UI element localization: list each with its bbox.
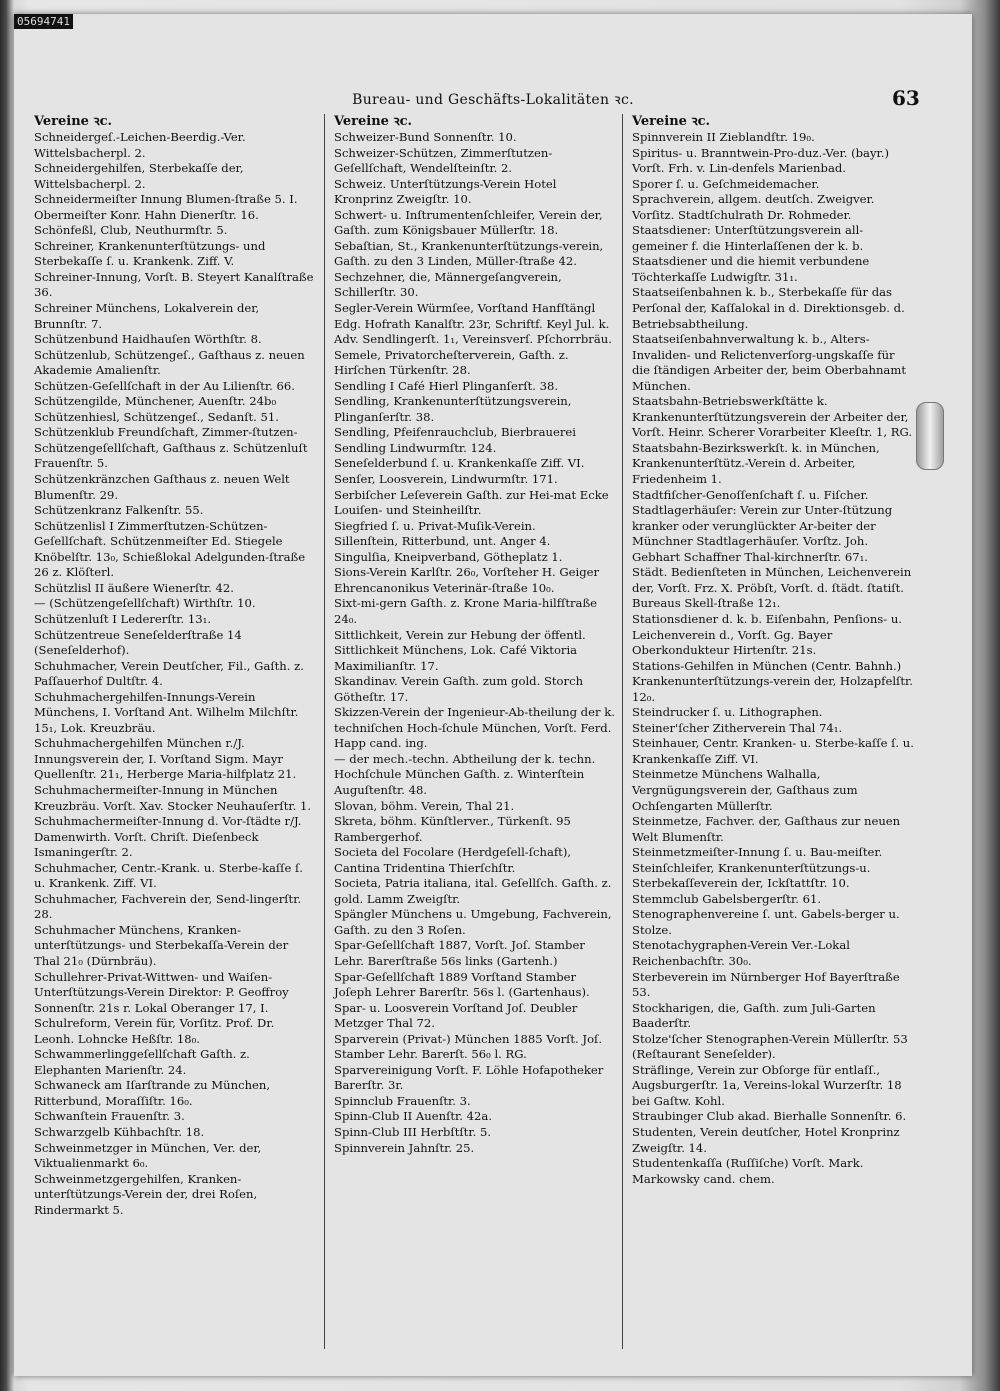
directory-entry: Steiner'ſcher Zitherverein Thal 74₁. [632,720,843,735]
directory-entry: Schützenkränzchen Gaſthaus z. neuen Welt Blumenſtr. 29. [34,472,290,502]
directory-entry: Sixt-mi-gern Gaſth. z. Krone Maria-hilfſtraße 24₀. [334,596,598,626]
running-title: Bureau- und Geschäfts-Lokalitäten ꝛc. [352,92,634,108]
directory-entry: Schwammerlinggeſellſchaft Gaſth. z. Elephanten Marienſtr. 24. [34,1047,250,1077]
directory-entry: Sparverein (Privat-) München 1885 Vorſt. Joſ. Stamber Lehr. Barerſt. 56₀ l. RG. [334,1031,603,1062]
directory-entry: Schützengilde, Münchener, Auenſtr. 24b₀ [34,394,277,409]
directory-entry: Schweizer-Bund Sonnenſtr. 10. [334,130,517,144]
directory-entry: Stationsdiener d. k. b. Eiſenbahn, Penſions- u. Leichenverein d., Vorſt. Gg. Bayer Oberkondukteur Hirtenſtr. 21s. [632,611,902,658]
directory-entry: Staatsbahn-Betriebswerkſtätte k. Krankenunterſtützungsverein der Arbeiter der, Vorſt. Heinr. Scherer Vorarbeiter Kleeſtr. 1, RG. [632,394,913,440]
directory-entry: Spinn-Club III Herbſtſtr. 5. [334,1125,492,1139]
directory-entry: Stemmclub Gabelsbergerſtr. 61. [632,891,822,906]
directory-entry: Schützenbund Haidhauſen Wörthſtr. 8. [34,332,262,347]
directory-entry: Schützen-Geſellſchaft in der Au Lilienſtr. 66. [34,378,295,393]
directory-entry: Spiritus- u. Branntwein-Pro-duz.-Ver. (bayr.) Vorſt. Frh. v. Lin-denfels Marienbad. [632,145,889,176]
directory-entry: Schweinmetzgergehilfen, Kranken-unterſtützungs-Verein der, drei Roſen, Rindermarkt 5. [34,1171,258,1217]
directory-entry: Skizzen-Verein der Ingenieur-Ab-theilung der k. techniſchen Hoch-ſchule München, Vorſt. Ferd. Happ cand. ing. [334,705,615,751]
directory-entry: Steinſchleifer, Krankenunterſtützungs-u. Sterbekaſſeverein der, Ickſtattſtr. 10. [632,860,871,891]
directory-entry: Sechzehner, die, Männergeſangverein, Schillerſtr. 30. [334,269,562,300]
directory-entry: Sions-Verein Karlſtr. 26₀, Vorſteher H. Geiger Ehrencanonikus Veterinär-ſtraße 10₀. [334,565,600,595]
directory-entry: Semele, Privatorcheſterverein, Gaſth. z. Hirſchen Türkenſtr. 28. [334,347,569,378]
directory-entry: Stenotachygraphen-Verein Ver.-Lokal Reichenbachſtr. 30₀. [632,938,850,968]
directory-entry: Steinmetze, Fachver. der, Gaſthaus zur neuen Welt Blumenſtr. [632,814,901,844]
page-number: 63 [892,86,920,110]
directory-entry: Schwaneck am Iſarſtrande zu München, Ritterbund, Moraſſiſtr. 16₀. [34,1078,271,1108]
directory-entry: Seneſelderbund ſ. u. Krankenkaſſe Ziff. VI. [334,456,585,471]
directory-entry: Stockharigen, die, Gaſth. zum Juli-Garten Baaderſtr. [632,1000,876,1031]
directory-entry: Sendling I Café Hierl Plinganſerſt. 38. [334,378,559,393]
directory-entry: Spängler Münchens u. Umgebung, Fachverein, Gaſth. zu den 3 Roſen. [334,907,612,937]
directory-entry: Schweizer-Schützen, Zimmerſtutzen-Geſellſchaft, Wendelſteinſtr. 2. [334,145,553,176]
book-page [14,14,972,1376]
directory-entry: Skreta, böhm. Künſtlerver., Türkenſt. 95 Rambergerhof. [334,814,571,844]
directory-entry: Stadtfiſcher-Genoſſenſchaft ſ. u. Fiſcher. [632,487,869,502]
directory-entry: Schuhmacher, Verein Deutſcher, Fil., Gaſth. z. Paſſauerhof Dultſtr. 4. [34,658,304,689]
directory-entry: Schuhmachermeiſter-Innung in München Kreuzbräu. Vorſt. Xav. Stocker Neuhauſerſtr. 1. [34,782,312,813]
directory-entry: — (Schützengeſellſchaft) Wirthſtr. 10. [34,596,256,611]
column-rule [622,114,623,1349]
directory-entry: Schützentreue Seneſelderſtraße 14 (Seneſelderhof). [34,627,242,658]
column-2 [334,114,616,1156]
column-heading: Vereine ꝛc. [632,114,711,129]
directory-entry: Sebaſtian, St., Krankenunterſtützungs-verein, Gaſth. zu den 3 Linden, Müller-ſtraße 42. [334,238,604,269]
directory-entry: Steinmetzmeiſter-Innung ſ. u. Bau-meiſter. [632,845,883,860]
directory-entry: Sillenſtein, Ritterbund, unt. Anger 4. [334,534,551,549]
directory-entry: Schützenkranz Falkenſtr. 55. [34,503,204,518]
directory-entry: Stolze'ſcher Stenographen-Verein Müllerſtr. 53 (Reſtaurant Seneſelder). [632,1031,908,1062]
directory-entry: Staatsbahn-Bezirkswerkſt. k. in München, Krankenunterſtütz.-Verein d. Arbeiter, Friedenheim 1. [632,440,880,487]
directory-entry: Schuhmacher, Centr.-Krank. u. Sterbe-kaſſe ſ. u. Krankenk. Ziff. VI. [34,860,303,891]
column-rule [324,114,325,1349]
directory-entry: Schützenluſt I Ledererſtr. 13₁. [34,611,212,626]
directory-entry: Societa, Patria italiana, ital. Geſellſch. Gaſth. z. gold. Lamm Zweigſtr. [334,876,612,906]
directory-entry: Schweiz. Unterſtützungs-Verein Hotel Kronprinz Zweigſtr. 10. [334,176,557,207]
directory-entry: Schützenhiesl, Schützengeſ., Sedanſt. 51. [34,409,279,424]
directory-entry: Steinmetze Münchens Walhalla, Vergnügungsverein der, Gaſthaus zum Ochſengarten Müllerſtr. [632,767,858,813]
scan-stamp: 05694741 [14,14,73,29]
directory-entry: Steindrucker ſ. u. Lithographen. [632,705,823,720]
page-header [14,82,972,112]
directory-entry: Sittlichkeit, Verein zur Hebung der öffentl. Sittlichkeit Münchens, Lok. Café Viktoria Maximilianſtr. 17. [334,627,586,673]
directory-entry: Siegfried ſ. u. Privat-Muſik-Verein. [334,518,536,533]
directory-entry: Staatsdiener: Unterſtützungsverein all-gemeiner f. die Hinterlaſſenen der k. b. Staatsdiener und die hiemit verbundene Töchterkaſſe Ludwigſtr. 31₁. [632,223,870,284]
directory-entry: Sparvereinigung Vorſt. F. Löhle Hofapotheker Barerſtr. 3r. [334,1062,604,1093]
directory-entry: Schützlisl II äußere Wienerſtr. 42. [34,580,234,595]
directory-entry: Schuhmachergehilfen-Innungs-Verein Münchens, I. Vorſtand Ant. Wilhelm Milchſtr. 15₁, Lok. Kreuzbräu. [34,689,299,735]
directory-entry: Schützenklub Freundſchaft, Zimmer-ſtutzen-Schützengeſellſchaft, Gaſthaus z. Schützenluſt Frauenſtr. 5. [34,425,308,471]
directory-entry: Straubinger Club akad. Bierhalle Sonnenſtr. 6. [632,1109,907,1124]
directory-entry: Stenographenvereine ſ. unt. Gabels-berger u. Stolze. [632,907,900,937]
directory-entry: Sträflinge, Verein zur Obſorge für entlaſſ., Augsburgerſtr. 1a, Vereins-lokal Wurzerſtr. 18 bei Gaſtw. Kohl. [632,1062,902,1108]
directory-entry: Schönfeßl, Club, Neuthurmſtr. 5. [34,223,228,238]
directory-entry: Schuhmachergehilfen München r./J. Innungsverein der, I. Vorſtand Sigm. Mayr Quellenſtr. 21₁, Herberge Maria-hilfplatz 21. [34,736,297,782]
directory-entry: Schneidergehilfen, Sterbekaſſe der, Wittelsbacherpl. 2. [34,161,244,191]
directory-entry: Serbiſcher Leſeverein Gaſth. zur Hei-mat Ecke Louiſen- und Steinheilſtr. [334,487,609,518]
directory-entry: Steinhauer, Centr. Kranken- u. Sterbe-kaſſe ſ. u. Krankenkaſſe Ziff. VI. [632,736,914,766]
column-heading: Vereine ꝛc. [334,114,413,129]
directory-entry: Spinn-Club II Auenſtr. 42a. [334,1109,493,1124]
directory-entry: Staatseiſenbahnen k. b., Sterbekaſſe für das Perſonal der, Kaſſalokal in d. Direktionsgeb. d. Betriebsabtheilung. [632,285,905,331]
directory-entry: Schweinmetzger in München, Ver. der, Viktualienmarkt 6₀. [34,1140,262,1171]
directory-entry: Schwarzgelb Kühbachſtr. 18. [34,1125,205,1139]
directory-entry: Spinnclub Frauenſtr. 3. [334,1093,471,1108]
directory-entry: Segler-Verein Würmſee, Vorſtand Hanfſtängl Edg. Hofrath Kanalſtr. 23r, Schriftf. Keyl Jul. k. Adv. Sendlingerſt. 1₁, Vereinsverſ. Pſchorrbräu. [334,301,612,347]
directory-entry: Spar-Geſellſchaft 1887, Vorſt. Joſ. Stamber Lehr. Barerſtraße 56s links (Gartenh.) [334,938,585,968]
directory-entry: Stations-Gehilfen in München (Centr. Bahnh.) Krankenunterſtützungs-verein der, Holzapfelſtr. 12₀. [632,658,913,704]
directory-entry: Studenten, Verein deutſcher, Hotel Kronprinz Zweigſtr. 14. [632,1125,900,1155]
directory-entry: Schneidermeiſter Innung Blumen-ſtraße 5. I. Obermeiſter Konr. Hahn Dienerſtr. 16. [34,192,298,222]
directory-entry: Schützenlub, Schützengeſ., Gaſthaus z. neuen Akademie Amalienſtr. [34,347,305,378]
directory-entry: Schreiner, Krankenunterſtützungs- und Sterbekaſſe ſ. u. Krankenk. Ziff. V. [34,238,266,269]
directory-entry: Schulreform, Verein für, Vorſitz. Prof. Dr. Leonh. Lohncke Heßſtr. 18₀. [34,1016,275,1046]
directory-entry: Städt. Bedienſteten in München, Leichenverein der, Vorſt. Frz. X. Pröbſt, Vorſt. d. ſtädt. ſtatiſt. Bureaus Skell-ſtraße 12₁. [632,565,912,611]
directory-entry: Schuhmachermeiſter-Innung d. Vor-ſtädte r/J. Damenwirth. Vorſt. Chriſt. Dieſenbeck Ismaningerſtr. 2. [34,814,302,860]
column-3 [632,114,914,1187]
directory-entry: Schwanſtein Frauenſtr. 3. [34,1109,185,1124]
directory-entry: Sterbeverein im Nürnberger Hof Bayerſtraße 53. [632,969,900,1000]
directory-entry: Schuhmacher Münchens, Kranken-unterſtützungs- und Sterbekaſſa-Verein der Thal 21₀ (Dürnbräu). [34,922,289,968]
directory-entry: Schwert- u. Inſtrumentenſchleifer, Verein der, Gaſth. zum Königsbauer Müllerſtr. 18. [334,207,603,238]
directory-entry: Spar- u. Loosverein Vorſtand Joſ. Deubler Metzger Thal 72. [334,1000,578,1031]
directory-entry: Sporer ſ. u. Geſchmeidemacher. [632,176,820,191]
directory-entry: Slovan, böhm. Verein, Thal 21. [334,798,515,813]
directory-entry: Singulſia, Kneipverband, Götheplatz 1. [334,549,563,564]
directory-entry: — der mech.-techn. Abtheilung der k. techn. Hochſchule München Gaſth. z. Winterſtein Auguſtenſtr. 48. [334,751,596,797]
directory-entry: Schneidergeſ.-Leichen-Beerdig.-Ver. Wittelsbacherpl. 2. [34,130,246,160]
directory-entry: Schützenlisl I Zimmerſtutzen-Schützen-Geſellſchaft. Schützenmeiſter Ed. Stiegele Knöbelſtr. 13₀, Schießlokal Adelgunden-ſtraße 26 z. Klöſterl. [34,518,306,580]
directory-entry: Sendling, Pfeifenrauchclub, Bierbrauerei Sendling Lindwurmſtr. 124. [334,425,576,455]
directory-entry: Schreiner Münchens, Lokalverein der, Brunnſtr. 7. [34,301,260,331]
directory-entry: Stadtlagerhäuſer: Verein zur Unter-ſtützung kranker oder verunglückter Ar-beiter der Münchner Stadtlagerhäuſer. Vorſtz. Joh. Gebhart Schaffner Thal-kirchnerſtr. 67₁. [632,503,893,564]
directory-entry: Schullehrer-Privat-Wittwen- und Waiſen-Unterſtützungs-Verein Direktor: P. Geoffroy Sonnenſtr. 21s r. Lokal Oberanger 17, I. [34,969,289,1015]
directory-entry: Studentenkaſſa (Ruſſiſche) Vorſt. Mark. Markowsky cand. chem. [632,1156,864,1186]
directory-entry: Societa del Focolare (Herdgeſell-ſchaft), Cantina Tridentina Thierſchſtr. [334,845,572,875]
directory-entry: Spinnverein II Zieblandſtr. 19₀. [632,130,815,144]
directory-entry: Spinnverein Jahnſtr. 25. [334,1140,475,1155]
directory-entry: Spar-Geſellſchaft 1889 Vorſtand Stamber Joſeph Lehrer Barerſtr. 56s l. (Gartenhaus). [334,969,590,1000]
directory-entry: Senſer, Loosverein, Lindwurmſtr. 171. [334,472,558,487]
binder-clip [916,402,944,470]
directory-entry: Sprachverein, allgem. deutſch. Zweigver. Vorſitz. Stadtſchulrath Dr. Rohmeder. [632,192,875,222]
directory-entry: Schuhmacher, Fachverein der, Send-lingerſtr. 28. [34,891,302,922]
column-1 [34,114,316,1218]
directory-entry: Sendling, Krankenunterſtützungsverein, Plinganſerſtr. 38. [334,394,572,424]
directory-entry: Skandinav. Verein Gaſth. zum gold. Storch Götheſtr. 17. [334,674,584,704]
directory-entry: Staatseiſenbahnverwaltung k. b., Alters-Invaliden- und Relictenverſorg-ungskaſſe für die ſtändigen Arbeiter der, beim Oberbahnamt München. [632,332,906,393]
directory-entry: Schreiner-Innung, Vorſt. B. Steyert Kanalſtraße 36. [34,269,314,300]
column-heading: Vereine ꝛc. [34,114,113,129]
